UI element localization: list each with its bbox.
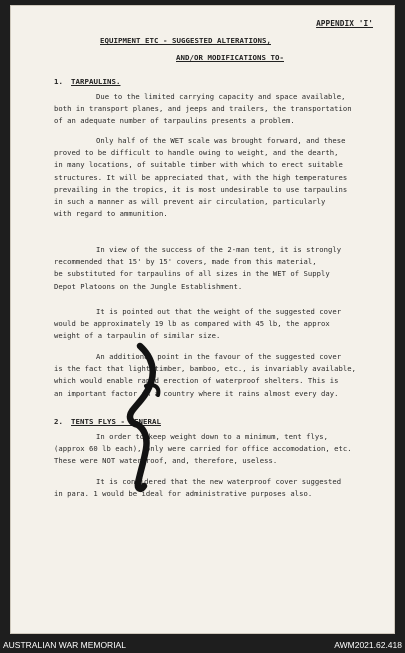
text-line: weight of a tarpaulin of similar size. xyxy=(54,331,221,341)
section-2-number: 2. xyxy=(54,417,63,426)
text-line: an important factor in a country where it rains almost every day. xyxy=(54,388,339,398)
section-1-paragraph-2 xyxy=(54,135,374,220)
archive-footer-bar xyxy=(0,638,405,653)
text-line: These were NOT waterproof, and, therefore, useless. xyxy=(54,456,278,466)
appendix-label: APPENDIX 'I' xyxy=(316,19,373,28)
text-line: in para. 1 would be ideal for administrative purposes also. xyxy=(54,489,313,499)
text-line: Only half of the WET scale was brought forward, and these xyxy=(96,136,346,145)
document-title-line-1: EQUIPMENT ETC - SUGGESTED ALTERATIONS, xyxy=(100,36,271,45)
text-line: in such a manner as will prevent air circulation, particularly xyxy=(54,196,326,206)
text-line: which would enable rapid erection of waterproof shelters. This is xyxy=(54,376,339,386)
text-line: structures. It will be appreciated that, with the high temperatures xyxy=(54,172,348,182)
text-line: be substituted for tarpaulins of all sizes in the WET of Supply xyxy=(54,269,330,279)
text-line: recommended that 15' by 15' covers, made from this material, xyxy=(54,257,317,267)
section-1-heading xyxy=(54,76,121,88)
section-1-number: 1. xyxy=(54,77,63,86)
text-line: An additional point in the favour of the suggested cover xyxy=(96,352,342,361)
section-2-title: TENTS FLYS - GENERAL xyxy=(71,417,161,426)
text-line: It is considered that the new waterproof cover suggested xyxy=(96,477,342,486)
section-2-heading xyxy=(54,416,161,428)
section-1-paragraph-1 xyxy=(54,91,374,128)
text-line: of an adequate number of tarpaulins presents a problem. xyxy=(54,116,295,126)
text-line: In view of the success of the 2-man tent, it is strongly xyxy=(96,245,342,254)
section-1-paragraph-3 xyxy=(54,244,374,293)
section-1-title: TARPAULINS. xyxy=(71,77,121,86)
text-line: proved to be difficult to handle owing to weight, and the dearth, xyxy=(54,148,339,158)
text-line: both in transport planes, and jeeps and trailers, the transportation xyxy=(54,104,352,114)
text-line: prevailing in the tropics, it is most undesirable to use tarpaulins xyxy=(54,184,348,194)
section-2-paragraph-2 xyxy=(54,476,374,500)
text-line: would be approximately 19 lb as compared with 45 lb, the approx xyxy=(54,319,330,329)
document-title-line-2: AND/OR MODIFICATIONS TO- xyxy=(176,53,284,62)
footer-accession-number: AWM2021.62.418 xyxy=(334,640,402,650)
text-line: In order to keep weight down to a minimum, tent flys, xyxy=(96,432,328,441)
footer-institution: AUSTRALIAN WAR MEMORIAL xyxy=(3,640,126,650)
section-1-paragraph-4 xyxy=(54,306,374,343)
section-2-paragraph-1 xyxy=(54,431,374,468)
text-line: with regard to ammunition. xyxy=(54,209,168,219)
text-line: (approx 60 lb each), only were carried for office accomodation, etc. xyxy=(54,444,352,454)
text-line: Due to the limited carrying capacity and space available, xyxy=(96,92,346,101)
text-line: is the fact that light timber, bamboo, etc., is invariably available, xyxy=(54,364,357,374)
document-page xyxy=(10,5,395,634)
section-1-paragraph-5 xyxy=(54,351,374,400)
text-line: Depot Platoons on the Jungle Establishment. xyxy=(54,281,243,291)
text-line: in many locations, of suitable timber with which to erect suitable xyxy=(54,160,343,170)
text-line: It is pointed out that the weight of the suggested cover xyxy=(96,307,342,316)
